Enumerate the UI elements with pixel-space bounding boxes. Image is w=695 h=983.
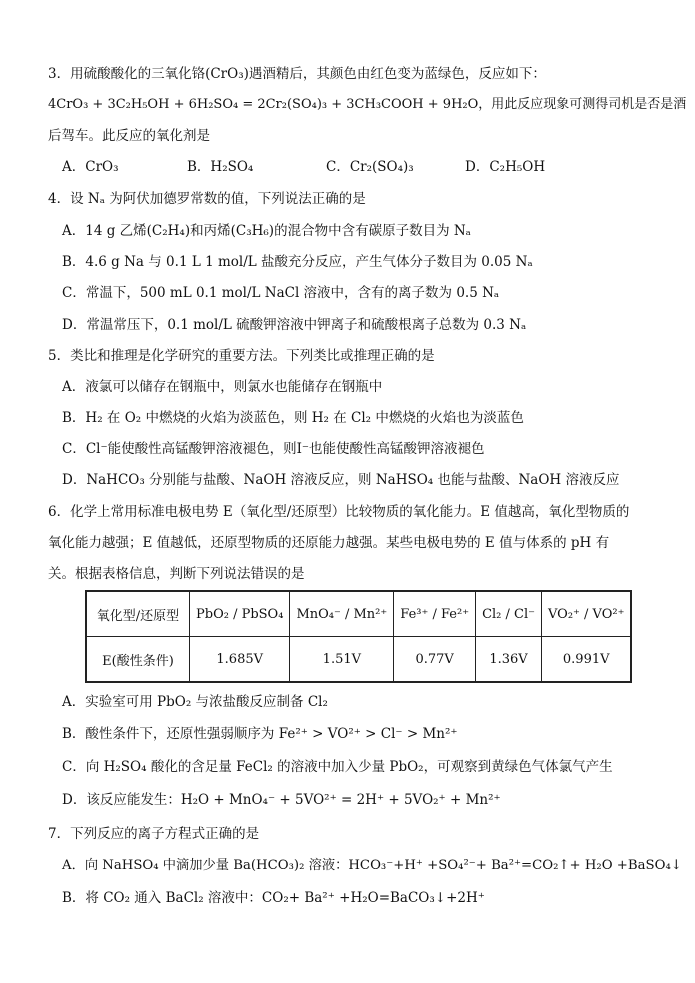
q4-option-a: A．14 g 乙烯(C₂H₄)和丙烯(C₃H₆)的混合物中含有碳原子数目为 Nₐ bbox=[62, 223, 471, 239]
q4-stem: 4．设 Nₐ 为阿伏加德罗常数的值，下列说法正确的是 bbox=[48, 191, 366, 207]
q6-option-d: D．该反应能发生：H₂O + MnO₄⁻ + 5VO²⁺ = 2H⁺ + 5VO₂⁺ + Mn²⁺ bbox=[62, 792, 501, 808]
q7-option-b: B．将 CO₂ 通入 BaCl₂ 溶液中：CO₂+ Ba²⁺ +H₂O=BaCO₃↓+2H⁺ bbox=[62, 890, 485, 906]
table-cell: 0.991V bbox=[542, 637, 632, 683]
q3-option-a: A．CrO₃ bbox=[62, 159, 119, 175]
q4-option-b: B．4.6 g Na 与 0.1 L 1 mol/L 盐酸充分反应，产生气体分子数目为 0.05 Nₐ bbox=[62, 254, 533, 270]
q3-options bbox=[62, 157, 662, 177]
q5-option-d: D．NaHCO₃ 分别能与盐酸、NaOH 溶液反应，则 NaHSO₄ 也能与盐酸、NaOH 溶液反应 bbox=[62, 472, 620, 488]
q6-option-b: B．酸性条件下，还原性强弱顺序为 Fe²⁺ > VO²⁺ > Cl⁻ > Mn²⁺ bbox=[62, 726, 458, 742]
q6-option-c: C．向 H₂SO₄ 酸化的含足量 FeCl₂ 的溶液中加入少量 PbO₂，可观察到黄绿色气体氯气产生 bbox=[62, 759, 613, 775]
table-header-cell: 氧化型/还原型 bbox=[86, 591, 190, 637]
q3-equation-line: 4CrO₃ + 3C₂H₅OH + 6H₂SO₄ = 2Cr₂(SO₄)₃ + 3CH₃COOH + 9H₂O，用此反应现象可测得司机是否是酒 bbox=[48, 97, 687, 112]
q7-stem: 7．下列反应的离子方程式正确的是 bbox=[48, 826, 260, 842]
q4-option-c: C．常温下，500 mL 0.1 mol/L NaCl 溶液中，含有的离子数为 0.5 Nₐ bbox=[62, 285, 500, 301]
q6-stem-line3: 关。根据表格信息，判断下列说法错误的是 bbox=[48, 566, 305, 582]
table-cell: E(酸性条件) bbox=[86, 637, 190, 683]
q5-option-c: C．Cl⁻能使酸性高锰酸钾溶液褪色，则I⁻也能使酸性高锰酸钾溶液褪色 bbox=[62, 441, 485, 457]
table-cell: 1.51V bbox=[290, 637, 394, 683]
table-header-cell: MnO₄⁻ / Mn²⁺ bbox=[290, 591, 394, 637]
q3-option-d: D．C₂H₅OH bbox=[465, 159, 546, 175]
table-cell: 0.77V bbox=[394, 637, 476, 683]
table-header-cell: Fe³⁺ / Fe²⁺ bbox=[394, 591, 476, 637]
q5-option-a: A．液氯可以储存在钢瓶中，则氯水也能储存在钢瓶中 bbox=[62, 379, 383, 395]
q5-stem: 5．类比和推理是化学研究的重要方法。下列类比或推理正确的是 bbox=[48, 348, 435, 364]
q3-option-c: C．Cr₂(SO₄)₃ bbox=[326, 159, 414, 175]
table-row bbox=[86, 637, 631, 683]
table-cell: 1.685V bbox=[190, 637, 290, 683]
q3-stem-line3: 后驾车。此反应的氧化剂是 bbox=[48, 128, 210, 144]
table-header-row bbox=[86, 591, 631, 637]
q3-stem-line1: 3．用硫酸酸化的三氧化铬(CrO₃)遇酒精后，其颜色由红色变为蓝绿色，反应如下： bbox=[48, 66, 546, 82]
table-header-cell: PbO₂ / PbSO₄ bbox=[190, 591, 290, 637]
q5-option-b: B．H₂ 在 O₂ 中燃烧的火焰为淡蓝色，则 H₂ 在 Cl₂ 中燃烧的火焰也为淡蓝色 bbox=[62, 410, 524, 426]
table-header-cell: VO₂⁺ / VO²⁺ bbox=[542, 591, 632, 637]
table-header-cell: Cl₂ / Cl⁻ bbox=[476, 591, 542, 637]
q7-option-a: A．向 NaHSO₄ 中滴加少量 Ba(HCO₃)₂ 溶液：HCO₃⁻+H⁺ +SO₄²⁻+ Ba²⁺=CO₂↑+ H₂O +BaSO₄↓ bbox=[62, 858, 682, 873]
electrode-potential-table bbox=[85, 590, 632, 683]
q6-stem-line1: 6．化学上常用标准电极电势 E（氧化型/还原型）比较物质的氧化能力。E 值越高，氧化型物质的 bbox=[48, 504, 630, 520]
q3-option-b: B．H₂SO₄ bbox=[187, 159, 254, 175]
q4-option-d: D．常温常压下，0.1 mol/L 硫酸钾溶液中钾离子和硫酸根离子总数为 0.3 Nₐ bbox=[62, 317, 527, 333]
q6-stem-line2: 氧化能力越强；E 值越低，还原型物质的还原能力越强。某些电极电势的 E 值与体系的 pH 有 bbox=[48, 535, 610, 551]
q6-option-a: A．实验室可用 PbO₂ 与浓盐酸反应制备 Cl₂ bbox=[62, 694, 328, 710]
table-cell: 1.36V bbox=[476, 637, 542, 683]
